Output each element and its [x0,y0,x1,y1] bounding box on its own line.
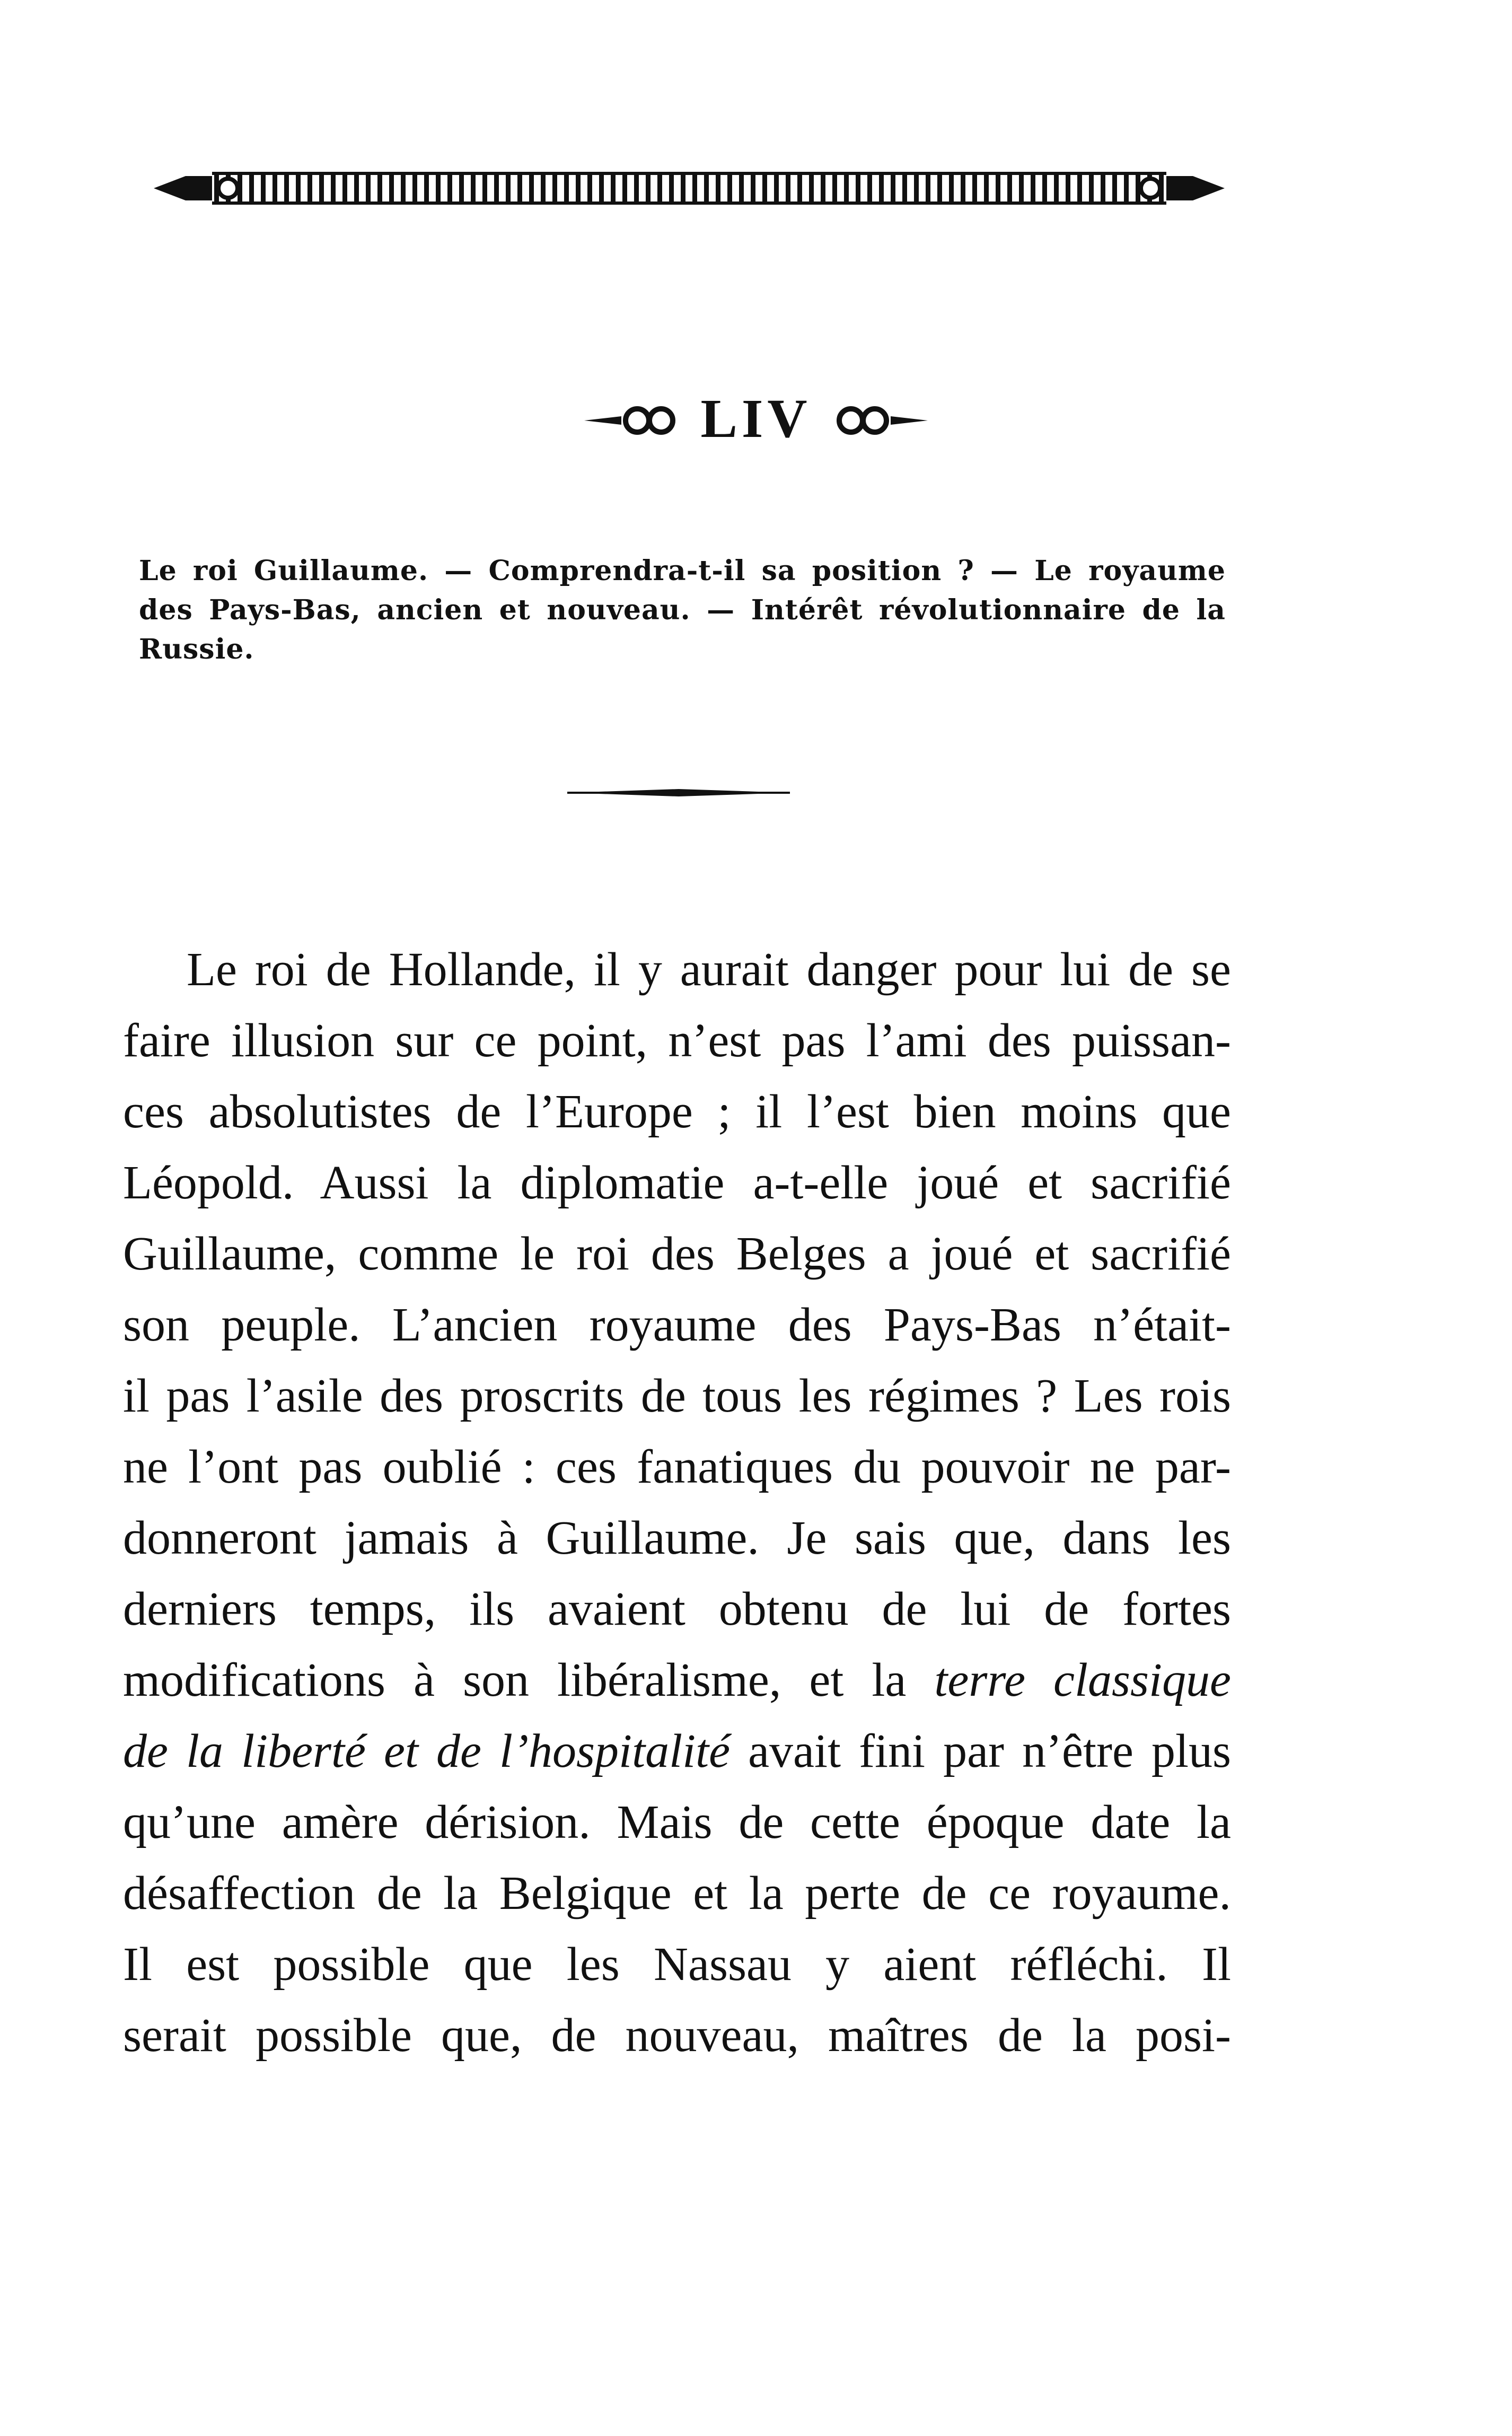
text-line: il pas l’asile des proscrits de tous les régimes ? Les rois [123,1370,1231,1422]
text-line: Guillaume, comme le roi des Belges a joué et sacrifié [123,1228,1231,1280]
text-line: ne l’ont pas oublié : ces fanatiques du pouvoir ne par- [123,1441,1231,1493]
body-text [123,934,1231,2071]
text-line-mixed [123,1645,1231,1716]
text-line: son peuple. L’ancien royaume des Pays-Bas n’était- [123,1299,1231,1351]
chapter-number: LIV [700,388,812,449]
text-line: ces absolutistes de l’Europe ; il l’est bien moins que [123,1085,1231,1138]
text-segment: modifications à son libéralisme, et la [123,1654,907,1706]
text-line: derniers temps, ils avaient obtenu de lui de fortes [123,1583,1231,1635]
summary-text: Le roi Guillaume. — Comprendra-t-il sa position ? — Le royaume des Pays-Bas, ancien et nouveau. — Intérêt révolutionnaire de la Russie. [139,555,1226,665]
text-line-mixed [123,1716,1231,1787]
section-rule [567,785,790,801]
text-line: Il est possible que les Nassau y aient réfléchi. Il [123,1938,1231,1991]
text-line: Léopold. Aussi la diplomatie a-t-elle joué et sacrifié [123,1156,1231,1209]
text-segment: avait fini par n’être plus [748,1725,1232,1777]
text-line: donneront jamais à Guillaume. Je sais que, dans les [123,1512,1231,1564]
text-line: désaffection de la Belgique et la perte de ce royaume. [123,1867,1231,1920]
ornamental-rule-top [154,170,1225,207]
text-line: serait possible que, de nouveau, maîtres de la posi- [123,2009,1231,2062]
text-line: Le roi de Hollande, il y aurait danger pour lui de se [187,943,1231,996]
chapter-heading [0,387,1512,451]
chapter-summary [139,551,1226,669]
text-line: faire illusion sur ce point, n’est pas l’ami des puissan- [123,1014,1231,1067]
fleuron-left-icon [584,400,680,437]
text-line: qu’une amère dérision. Mais de cette époque date la [123,1796,1231,1848]
italic-phrase: terre classique [934,1654,1232,1706]
fleuron-right-icon [832,400,928,437]
italic-phrase: de la liberté et de l’hospitalité [123,1725,731,1777]
